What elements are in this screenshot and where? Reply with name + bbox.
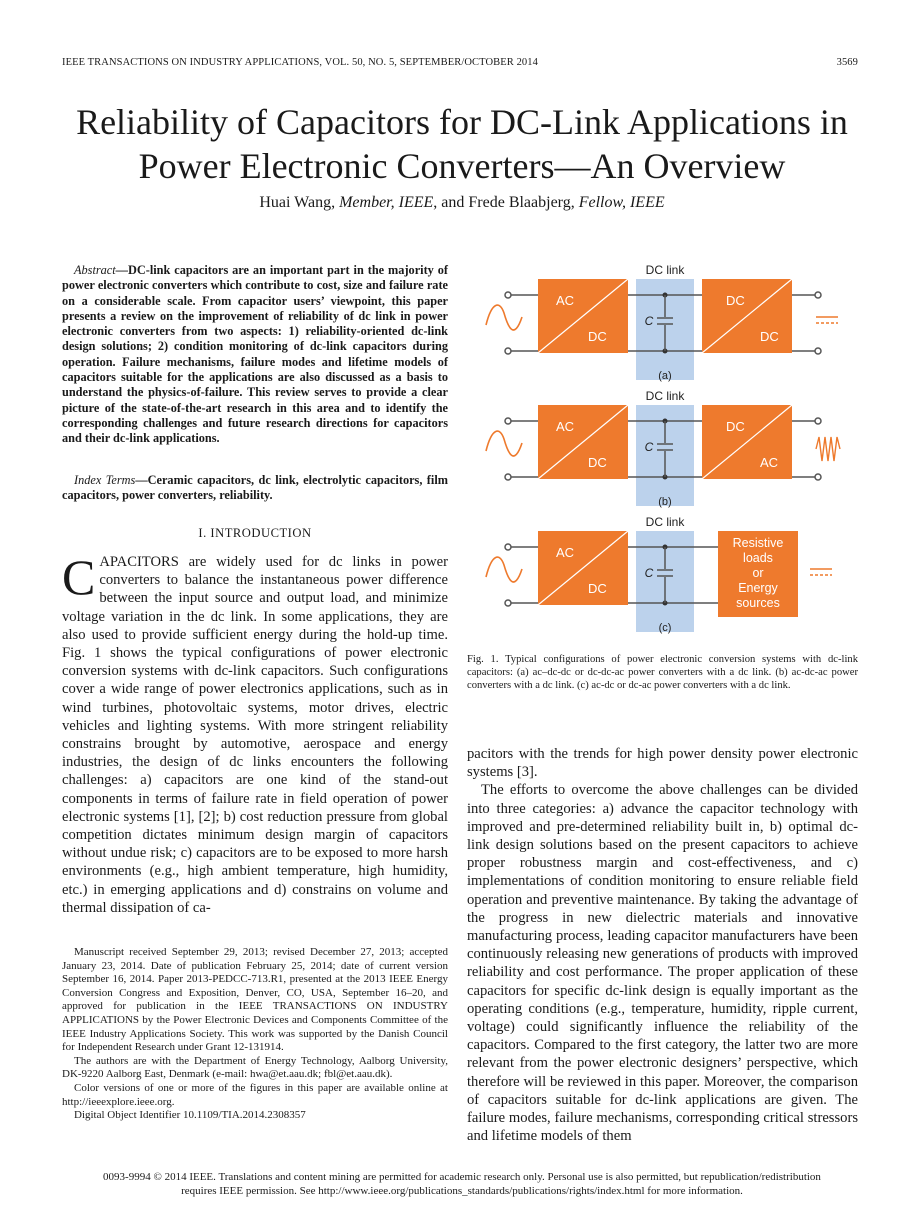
converter-left-bottom: DC [588, 581, 607, 596]
right-paragraph-1: pacitors with the trends for high power density power electronic systems [3]. [467, 746, 858, 781]
section-heading: I. INTRODUCTION [198, 526, 312, 540]
drop-cap: C [62, 549, 96, 605]
load-line: Resistive [732, 536, 784, 550]
ac-source-wave-icon [486, 557, 522, 582]
ac-source-wave-icon [486, 431, 522, 456]
page-number: 3569 [836, 57, 858, 68]
converter-left-top: AC [556, 545, 575, 560]
dc-link-label: DC link [645, 263, 685, 277]
subfigure-label-b: (b) [658, 496, 672, 508]
panel-c [486, 515, 832, 634]
author-1-role: Member, IEEE [339, 194, 434, 211]
title-line-1: Reliability of Capacitors for DC-Link Applications in [76, 102, 848, 142]
subfigure-label-c: (c) [658, 622, 672, 634]
figure-caption: Fig. 1. Typical configurations of power electronic conversion systems with dc-link capacitors: (a) ac–dc-dc or dc-dc-ac power converters with a dc link. (b) ac-dc-ac power converters with a dc link. (c) ac-dc or dc-ac power converters with a dc link. [467, 654, 858, 692]
converter-left-bottom: DC [588, 329, 607, 344]
footnote-manuscript: Manuscript received September 29, 2013; revised December 27, 2013; accepted January 23, 2014. Date of publication February 25, 2014; date of current version September 16, 2014. Paper 2013-PEDCC-713.R1, presented at the 2013 IEEE Energy Conversion Congress and Exposition, Denver, CO, USA, September 16–20, and approved for publication in the IEEE TRANSACTIONS ON INDUSTRY APPLICATIONS by the Power Electronic Devices and Components Committee of the IEEE Industry Applications Society. This work was supported by the Danish Council for Independent Research under Grant 12-131914. [62, 946, 448, 1054]
footnote [62, 946, 448, 1123]
subfigure-label-a: (a) [658, 370, 672, 382]
introduction-body: APACITORS are widely used for dc links in power converters to balance the instantaneous power difference between the input source and output load, and minimize voltage variation in the dc link. In some applications, they are also used to provide sufficient energy during the hold-up time. Fig. 1 shows the typical configurations of power electronic conversion systems with dc-link capacitors. Such configurations cover a wide range of power electronics applications, such as in wind turbines, photovoltaic systems, motor drives, electric vehicles and lighting systems. With more stringent reliability constrains brought by automotive, aerospace and energy industries, the design of dc links encounters the following challenges: a) capacitors are one kind of the stand-out components in terms of failure rate in field operation of power electronic systems [1], [2]; b) cost reduction pressure from global competition dictates minimum design margin of capacitors without undue risk; c) capacitors are to be exposed to more harsh environments (e.g., high ambient temperature, high humidity, etc.) in emerging applications and d) constrains on volume and thermal dissipation of ca- [62, 554, 448, 916]
converter-right-top: DC [726, 293, 745, 308]
author-list [0, 194, 924, 212]
capacitor-label: C [644, 440, 654, 454]
copyright-footer [30, 1171, 894, 1198]
footnote-affiliation: The authors are with the Department of Energy Technology, Aalborg University, DK-9220 Aalborg East, Denmark (e-mail: hwa@et.aau.dk; fbl@et.aau.dk). [62, 1054, 448, 1081]
footer-line-1: 0093-9994 © 2014 IEEE. Translations and content mining are permitted for academic research only. Personal use is also permitted, but republication/redistribution [103, 1171, 821, 1183]
title-line-2: Power Electronic Converters—An Overview [138, 146, 786, 186]
converter-right-top: DC [726, 419, 745, 434]
author-joiner: , and Frede Blaabjerg, [433, 194, 575, 211]
right-paragraph-2: The efforts to overcome the above challenges can be divided into three categories: a) advance the capacitor technology with improved and pre-determined reliability built in, b) optimal dc-link design solutions based on the present capacitors to achieve proper robustness margin and cost-effectiveness, and c) implementations of condition monitoring to ensure reliable field operation and preventive maintenance. By taking the advantage of the progress in new dielectric materials and innovative manufacturing process, leading capacitor manufacturers have been continuously releasing new generations of products with improved reliability and cost performance. The proper application of these capacitors for specific dc-link design is equally important as the operating conditions (e.g., temperature, humidity, ripple current, voltage) could significantly influence the reliability of the capacitors. Compared to the first category, the latter two are more relevant from the power electronic designers’ perspective, which therefore will be reviewed in this paper. Moreover, the comparison of capacitors suitable for dc-link applications are given. The failure modes, failure mechanisms, corresponding critical stressors and lifetime models of them [467, 782, 858, 1145]
load-line: Energy [738, 581, 778, 595]
converter-left-bottom: DC [588, 455, 607, 470]
running-header: IEEE TRANSACTIONS ON INDUSTRY APPLICATIONS, VOL. 50, NO. 5, SEPTEMBER/OCTOBER 2014 [62, 57, 538, 68]
figure-1-diagram [470, 255, 860, 640]
capacitor-label: C [644, 566, 654, 580]
index-terms-label: Index Terms [74, 473, 136, 487]
capacitor-label: C [644, 314, 654, 328]
footnote-doi: Digital Object Identifier 10.1109/TIA.2014.2308357 [74, 1109, 306, 1122]
footer-line-2: requires IEEE permission. See http://www.ieee.org/publications_standards/publications/rights/index.html for more information. [181, 1184, 743, 1197]
load-line: or [752, 566, 764, 580]
abstract-text: —DC-link capacitors are an important part in the majority of power electronic converters which contribute to cost, size and failure rate on a considerable scale. From capacitor users’ viewpoint, this paper presents a review on the improvement of reliability of dc link in power electronic converters from two aspects: 1) reliability-oriented dc-link design solutions; 2) condition monitoring of dc-link capacitors during operation. Failure mechanisms, failure modes and lifetime models of capacitors suitable for the applications are also discussed as a basis to understand the physics-of-failure. This review serves to provide a clear picture of the state-of-the-art research in this area and to identify the corresponding challenges and future research directions for capacitors and their dc-link applications. [62, 263, 448, 446]
converter-right-bottom: DC [760, 329, 779, 344]
ac-source-wave-icon [486, 305, 522, 330]
paper-title [0, 100, 924, 188]
load-line: sources [736, 596, 780, 610]
author-1: Huai Wang, [259, 194, 336, 211]
converter-left-top: AC [556, 293, 575, 308]
load-line: loads [743, 551, 773, 565]
converter-right-bottom: AC [760, 455, 779, 470]
abstract [62, 263, 448, 447]
author-2-role: Fellow, IEEE [578, 194, 665, 211]
index-terms-text: —Ceramic capacitors, dc link, electrolytic capacitors, film capacitors, power converters, reliability. [62, 473, 448, 503]
right-column-text [467, 745, 858, 1145]
ac-output-wave-icon [816, 437, 840, 461]
panel-b [486, 389, 840, 508]
index-terms [62, 473, 448, 504]
footnote-color: Color versions of one or more of the figures in this paper are available online at http://ieeexplore.ieee.org. [62, 1081, 448, 1108]
introduction-text [62, 549, 448, 917]
converter-left-top: AC [556, 419, 575, 434]
dc-link-label: DC link [645, 389, 685, 403]
dc-link-label: DC link [645, 515, 685, 529]
panel-a [486, 263, 838, 382]
abstract-label: Abstract [74, 263, 116, 277]
